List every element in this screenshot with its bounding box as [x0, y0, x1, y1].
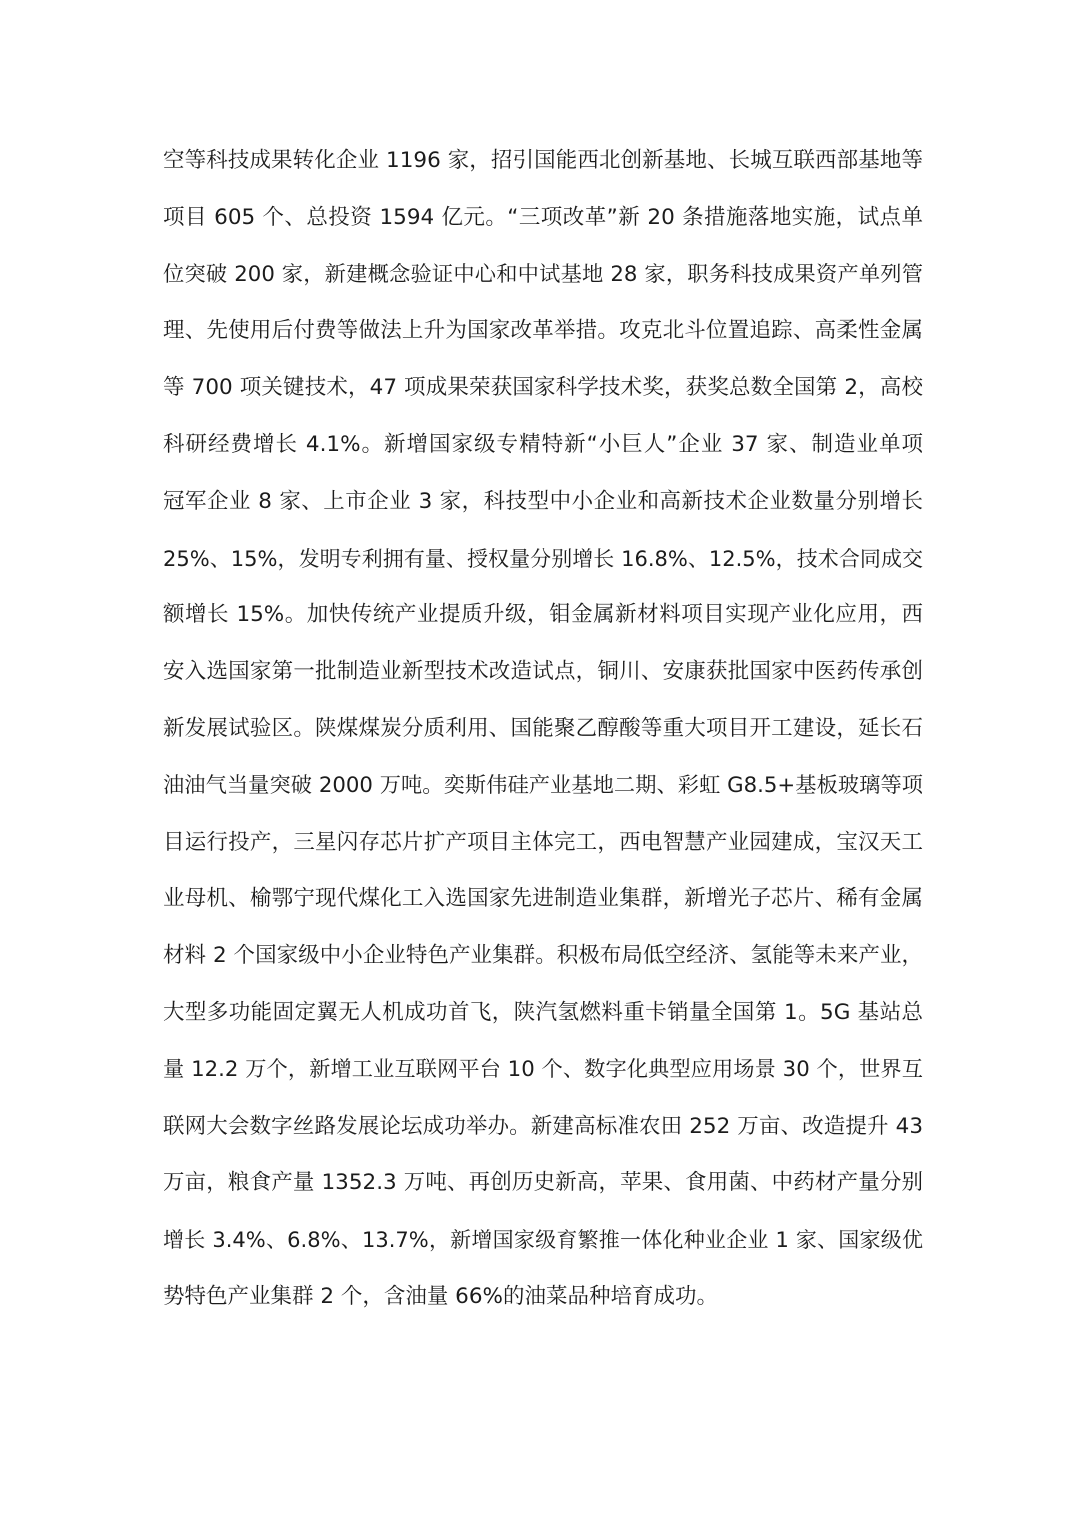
text-line-12: 油油气当量突破 2000 万吨。奕斯伟硅产业基地二期、彩虹 G8.5+基板玻璃等项 [163, 772, 923, 798]
text-line-11: 新发展试验区。陕煤煤炭分质利用、国能聚乙醇酸等重大项目开工建设，延长石 [163, 715, 923, 741]
text-line-10: 安入选国家第一批制造业新型技术改造试点，铜川、安康获批国家中医药传承创 [163, 659, 923, 685]
text-line-2: 项目 605 个、总投资 1594 亿元。“三项改革”新 20 条措施落地实施，试点单 [163, 204, 923, 230]
text-line-18: 联网大会数字丝路发展论坛成功举办。新建高标准农田 252 万亩、改造提升 43 [163, 1113, 923, 1139]
text-line-13: 目运行投产，三星闪存芯片扩产项目主体完工，西电智慧产业园建成，宝汉天工 [163, 829, 923, 855]
text-line-6: 科研经费增长 4.1%。新增国家级专精特新“小巨人”企业 37 家、制造业单项 [163, 431, 923, 457]
text-line-1: 空等科技成果转化企业 1196 家，招引国能西北创新基地、长城互联西部基地等 [163, 148, 923, 173]
text-line-15: 材料 2 个国家级中小企业特色产业集群。积极布局低空经济、氢能等未来产业， [163, 943, 923, 969]
text-line-5: 等 700 项关键技术，47 项成果荣获国家科学技术奖，获奖总数全国第 2，高校 [163, 375, 923, 401]
text-line-7: 冠军企业 8 家、上市企业 3 家，科技型中小企业和高新技术企业数量分别增长 [163, 488, 923, 514]
text-line-16: 大型多功能固定翼无人机成功首飞，陕汽氢燃料重卡销量全国第 1。5G 基站总 [163, 999, 923, 1025]
text-line-17: 量 12.2 万个，新增工业互联网平台 10 个、数字化典型应用场景 30 个，世界互 [163, 1056, 923, 1082]
body-paragraph [163, 133, 923, 1326]
text-line-9: 额增长 15%。加快传统产业提质升级，钼金属新材料项目实现产业化应用，西 [163, 602, 923, 628]
text-line-4: 理、先使用后付费等做法上升为国家改革举措。攻克北斗位置追踪、高柔性金属 [163, 318, 923, 344]
text-line-19: 万亩，粮食产量 1352.3 万吨、再创历史新高，苹果、食用菌、中药材产量分别 [163, 1170, 923, 1196]
text-line-20: 增长 3.4%、6.8%、13.7%，新增国家级育繁推一体化种业企业 1 家、国家级优 [163, 1228, 923, 1253]
text-line-8: 25%、15%，发明专利拥有量、授权量分别增长 16.8%、12.5%，技术合同成交 [163, 546, 923, 571]
text-line-21: 势特色产业集群 2 个，含油量 66%的油菜品种培育成功。 [163, 1283, 718, 1309]
text-line-3: 位突破 200 家，新建概念验证中心和中试基地 28 家，职务科技成果资产单列管 [163, 261, 923, 287]
text-line-14: 业母机、榆鄂宁现代煤化工入选国家先进制造业集群，新增光子芯片、稀有金属 [163, 886, 923, 912]
